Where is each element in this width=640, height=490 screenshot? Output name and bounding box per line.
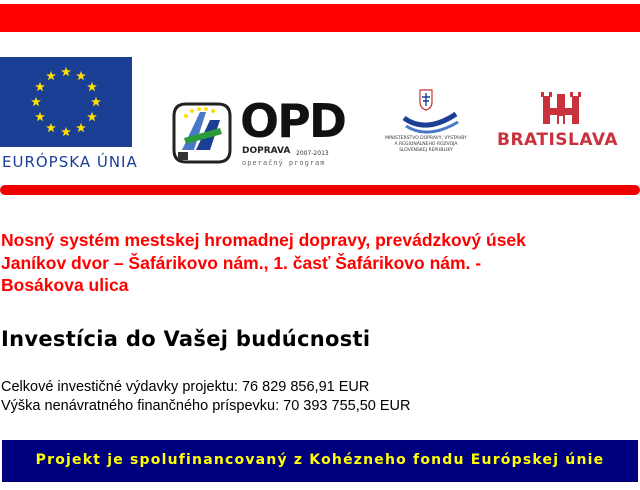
- ministry-line: A REGIONÁLNEHO ROZVOJA: [394, 142, 458, 147]
- footer-text: Projekt je spolufinancovaný z Kohézneho fondu Európskej únie: [35, 452, 605, 468]
- eu-label: EURÓPSKA ÚNIA: [2, 153, 138, 171]
- ministry-text: [376, 136, 476, 154]
- footer-banner: [2, 440, 638, 482]
- grant-amount: Výška nenávratného finančného príspevku: 70 393 755,50 EUR: [1, 398, 411, 414]
- project-title-line: Nosný systém mestskej hromadnej dopravy, prevádzkový úsek: [1, 230, 526, 250]
- top-red-bar: [0, 4, 640, 32]
- castle-icon: [541, 92, 581, 126]
- opd-logo: [170, 94, 346, 170]
- slogan: Investícia do Vašej budúcnosti: [1, 327, 371, 351]
- project-title-line: Janíkov dvor – Šafárikovo nám., 1. časť Šafárikovo nám. -: [1, 252, 482, 273]
- opd-years: 2007-2013: [296, 150, 329, 157]
- investment-costs: [1, 378, 411, 416]
- ministry-line: SLOVENSKEJ REPUBLIKY: [399, 148, 453, 153]
- eu-flag-icon: [0, 57, 132, 147]
- project-title-line: Bosákova ulica: [1, 275, 129, 295]
- bratislava-logo: [497, 92, 623, 154]
- ministry-emblem-icon: [376, 88, 476, 136]
- ministry-line: MINISTERSTVO DOPRAVY, VÝSTAVBY: [385, 136, 467, 141]
- total-investment: Celkové investičné výdavky projektu: 76 829 856,91 EUR: [1, 379, 370, 395]
- opd-program: operačný program: [242, 159, 326, 167]
- opd-subtitle: DOPRAVA: [242, 146, 291, 156]
- opd-emblem-icon: [170, 98, 234, 168]
- eu-logo: [0, 57, 138, 171]
- project-title: [1, 229, 637, 297]
- city-label: BRATISLAVA: [497, 130, 619, 150]
- middle-red-bar: [0, 185, 640, 195]
- ministry-logo: [376, 88, 476, 168]
- opd-word: OPD: [240, 94, 346, 148]
